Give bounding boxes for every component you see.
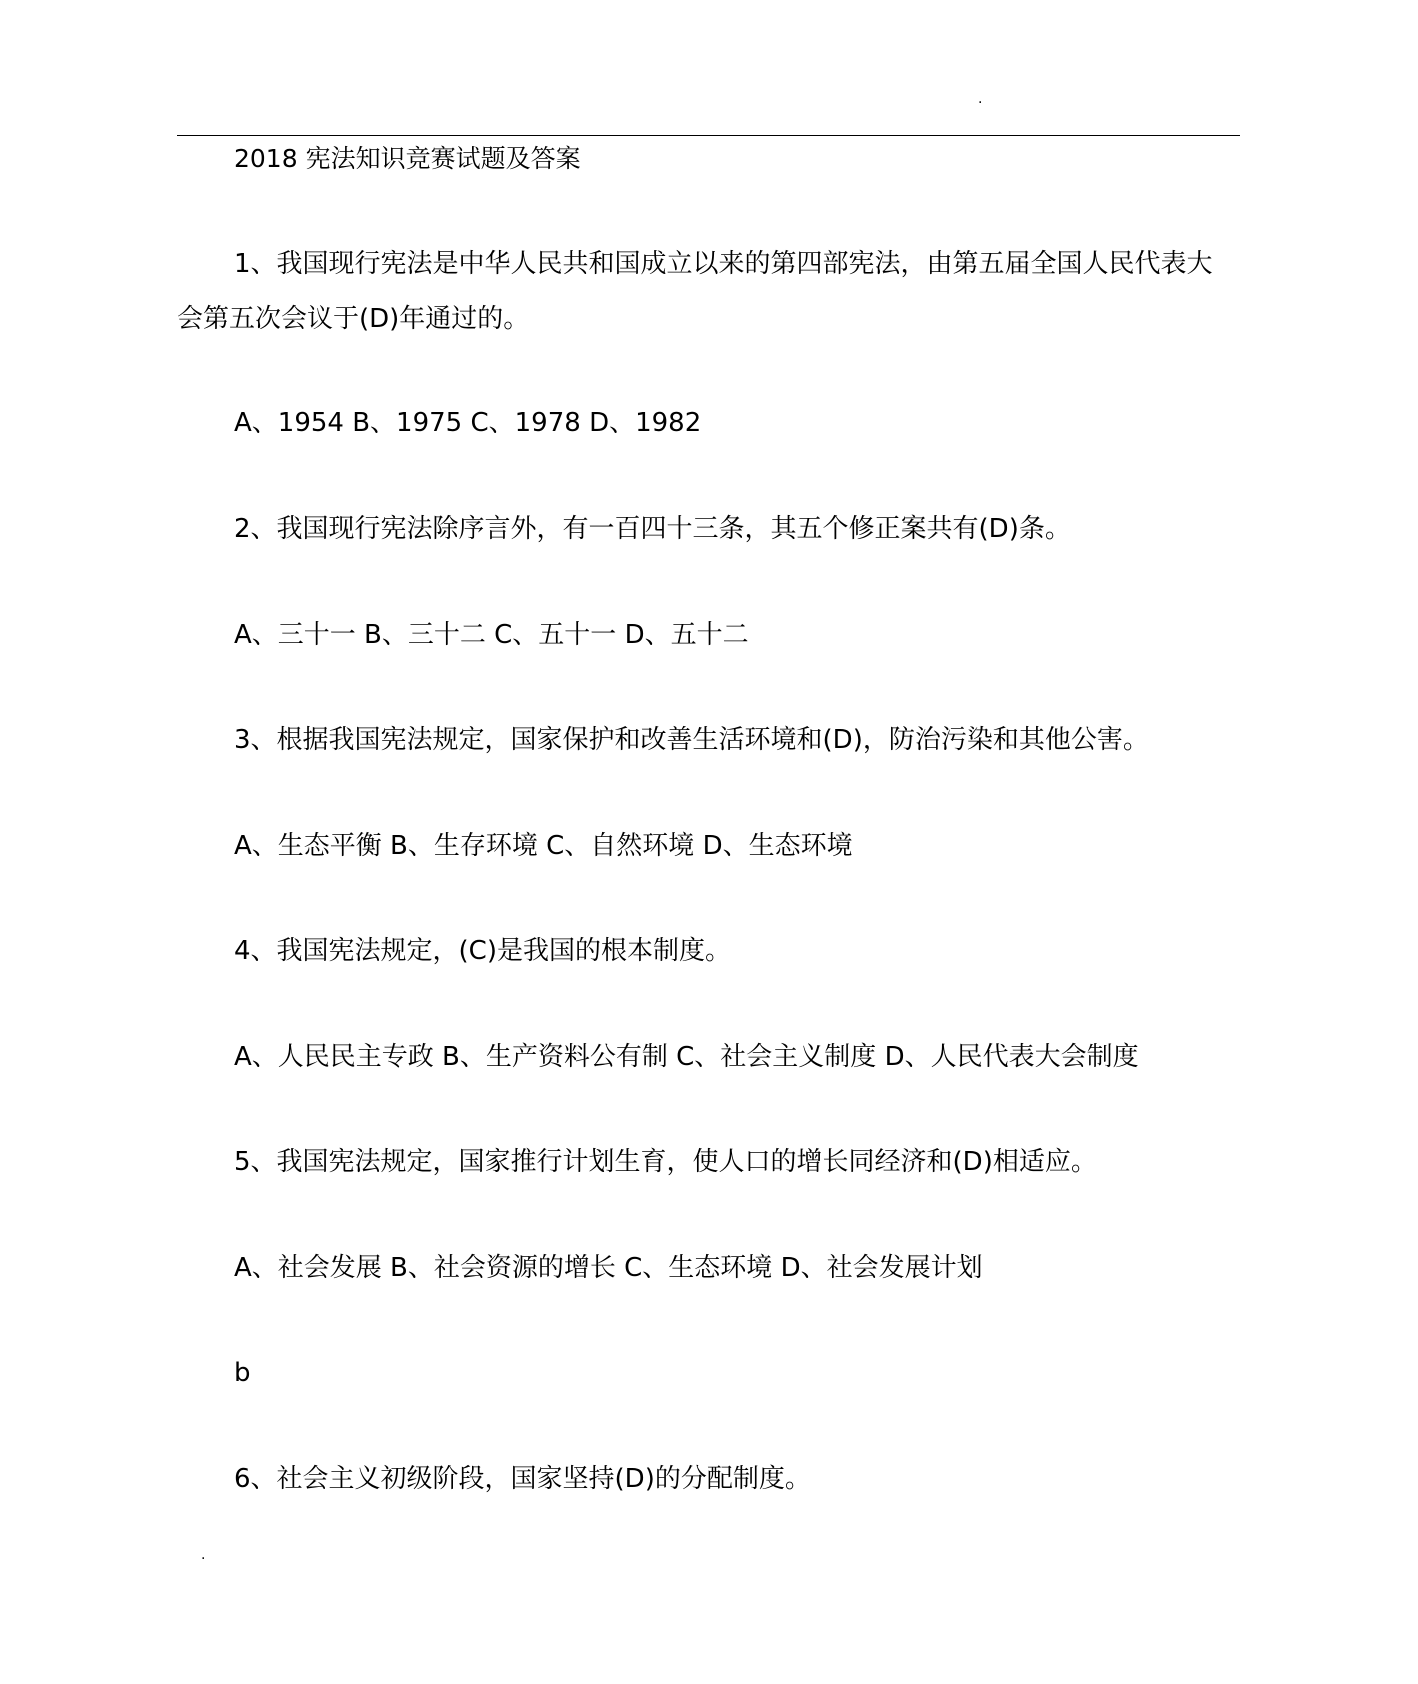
question-2-options: A、三十一 B、三十二 C、五十一 D、五十二 bbox=[234, 620, 749, 650]
question-5: 5、我国宪法规定，国家推行计划生育，使人口的增长同经济和(D)相适应。 bbox=[234, 1147, 1097, 1177]
question-6: 6、社会主义初级阶段，国家坚持(D)的分配制度。 bbox=[234, 1464, 811, 1494]
question-4: 4、我国宪法规定，(C)是我国的根本制度。 bbox=[234, 936, 731, 966]
question-2: 2、我国现行宪法除序言外，有一百四十三条，其五个修正案共有(D)条。 bbox=[234, 514, 1071, 544]
header-dot: . bbox=[978, 91, 983, 107]
footer-dot: . bbox=[201, 1547, 206, 1563]
document-title: 2018 宪法知识竞赛试题及答案 bbox=[234, 144, 581, 173]
stray-letter: b bbox=[234, 1358, 251, 1388]
header-rule bbox=[177, 135, 1240, 136]
question-1-line-1: 1、我国现行宪法是中华人民共和国成立以来的第四部宪法，由第五届全国人民代表大 bbox=[234, 249, 1213, 279]
question-1-line-2: 会第五次会议于(D)年通过的。 bbox=[177, 304, 530, 334]
question-1-options: A、1954 B、1975 C、1978 D、1982 bbox=[234, 408, 702, 438]
question-4-options: A、人民民主专政 B、生产资料公有制 C、社会主义制度 D、人民代表大会制度 bbox=[234, 1042, 1139, 1072]
question-3: 3、根据我国宪法规定，国家保护和改善生活环境和(D)，防治污染和其他公害。 bbox=[234, 725, 1149, 755]
question-3-options: A、生态平衡 B、生存环境 C、自然环境 D、生态环境 bbox=[234, 831, 853, 861]
question-5-options: A、社会发展 B、社会资源的增长 C、生态环境 D、社会发展计划 bbox=[234, 1253, 983, 1283]
